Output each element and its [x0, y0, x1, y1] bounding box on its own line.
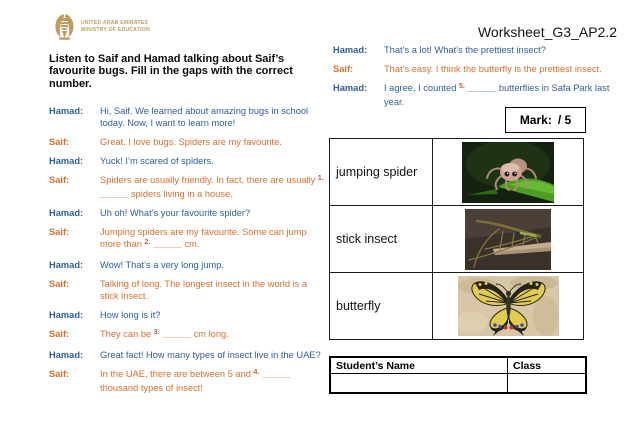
uae-falcon-emblem-icon	[54, 11, 75, 41]
dialogue-row	[333, 44, 615, 56]
ministry-logo-text	[81, 20, 150, 33]
answer-blank[interactable]: _____	[150, 239, 182, 250]
student-name-header: Student’s Name	[331, 358, 508, 373]
speaker-text: How long is it?	[100, 310, 161, 321]
blank-number: 2.	[144, 238, 151, 246]
speaker-label: Saif:	[49, 175, 70, 186]
speaker-text: Uh oh! What’s your favourite spider?	[100, 208, 251, 219]
speaker-label: Hamad:	[49, 260, 84, 271]
row-butterfly	[330, 272, 583, 339]
class-header: Class	[513, 359, 542, 372]
class-cell[interactable]	[508, 374, 585, 392]
speaker-label: Hamad:	[49, 208, 84, 219]
ministry-logo	[54, 11, 150, 41]
mark-value: / 5	[557, 113, 572, 127]
speaker-label: Hamad:	[49, 156, 84, 167]
speaker-text: Yuck! I’m scared of spiders.	[100, 156, 214, 167]
right-column	[333, 44, 615, 108]
student-table-header	[331, 358, 585, 374]
speaker-text: They can be $^{3.}$ _____ cm long.	[100, 328, 229, 340]
speaker-text: That’s a lot! What’s the prettiest insect?	[384, 45, 546, 55]
dialogue-row	[333, 82, 615, 108]
dialogue-right	[333, 44, 615, 108]
page-title: Worksheet_G3_AP2.2	[477, 24, 617, 40]
insect-label: jumping spider	[330, 139, 433, 205]
blank-number: 4.	[253, 368, 260, 376]
insect-table	[329, 138, 584, 340]
blank-number: 5.	[458, 82, 465, 90]
speaker-label: Hamad:	[49, 310, 84, 321]
speaker-text: Talking of long. The longest insect in the world is a stick insect.	[100, 279, 308, 302]
stick-insect-photo	[465, 209, 551, 270]
speaker-label: Saif:	[333, 64, 354, 74]
answer-blank[interactable]: _____	[100, 189, 129, 200]
left-column	[49, 53, 328, 394]
speaker-label: Hamad:	[49, 350, 84, 361]
answer-blank[interactable]: _____	[464, 83, 497, 93]
instructions-text: Listen to Saif and Hamad talking about Saif’s favourite bugs. Fill in the gaps with the correct number.	[49, 53, 293, 90]
student-table	[329, 356, 587, 394]
butterfly-photo	[458, 276, 559, 336]
student-table-row	[331, 374, 585, 392]
row-stick-insect	[330, 205, 583, 272]
speaker-text: Spiders are usually friendly. In fact, there are usually $^{1.}$ _____ spiders living in a house.	[100, 174, 324, 200]
mark-label: Mark:	[519, 113, 552, 127]
speaker-label: Saif:	[49, 279, 70, 290]
insect-label: butterfly	[330, 273, 433, 339]
dialogue-row	[49, 368, 328, 394]
dialogue-row	[49, 174, 328, 200]
dialogue-row	[49, 226, 328, 252]
dialogue-row	[49, 259, 328, 271]
logo-line2: MINISTRY OF EDUCATION	[81, 26, 150, 33]
dialogue-row	[49, 328, 328, 342]
answer-blank[interactable]: _____	[259, 369, 291, 380]
speaker-text: Jumping spiders are my favourite. Some can jump more than $^{2.}$ _____ cm.	[100, 227, 307, 250]
speaker-text: Hi, Saif. We learned about amazing bugs in school today. Now, I want to learn more!	[100, 106, 309, 129]
speaker-label: Saif:	[49, 137, 70, 148]
speaker-label: Saif:	[49, 369, 70, 380]
speaker-text: Great fact! How many types of insect live in the UAE?	[100, 350, 321, 361]
speaker-text: Wow! That’s a very long jump.	[100, 260, 225, 271]
insect-label: stick insect	[330, 206, 433, 272]
mark-box	[505, 107, 586, 133]
speaker-text: In the UAE, there are between 5 and $^{4.}$ _____ thousand types of insect!	[100, 368, 291, 394]
dialogue-row	[49, 309, 328, 321]
dialogue-row	[49, 155, 328, 167]
dialogue-row	[49, 105, 328, 129]
dialogue-row	[49, 278, 328, 302]
speaker-label: Saif:	[49, 227, 70, 238]
dialogue-left	[49, 105, 328, 394]
dialogue-row	[49, 207, 328, 219]
speaker-text: Great. I love bugs. Spiders are my favourite.	[100, 137, 282, 148]
speaker-text: I agree, I counted $^{5.}$ _____ butterflies in Safa Park last year.	[384, 82, 610, 107]
speaker-text: That’s easy. I think the butterfly is the prettiest insect.	[384, 64, 602, 74]
row-jumping-spider	[330, 139, 583, 205]
blank-number: 3.	[153, 328, 160, 336]
dialogue-row	[333, 63, 615, 75]
logo-line1: UNITED ARAB EMIRATES	[81, 20, 149, 26]
speaker-label: Hamad:	[333, 45, 368, 55]
speaker-label: Saif:	[49, 329, 70, 340]
dialogue-row	[49, 349, 328, 361]
dialogue-row	[49, 136, 328, 148]
answer-blank[interactable]: _____	[159, 329, 192, 340]
speaker-label: Hamad:	[333, 83, 368, 93]
jumping-spider-photo	[462, 142, 554, 203]
speaker-label: Hamad:	[49, 106, 84, 117]
blank-number: 1.	[317, 174, 324, 182]
student-name-cell[interactable]	[331, 374, 508, 392]
